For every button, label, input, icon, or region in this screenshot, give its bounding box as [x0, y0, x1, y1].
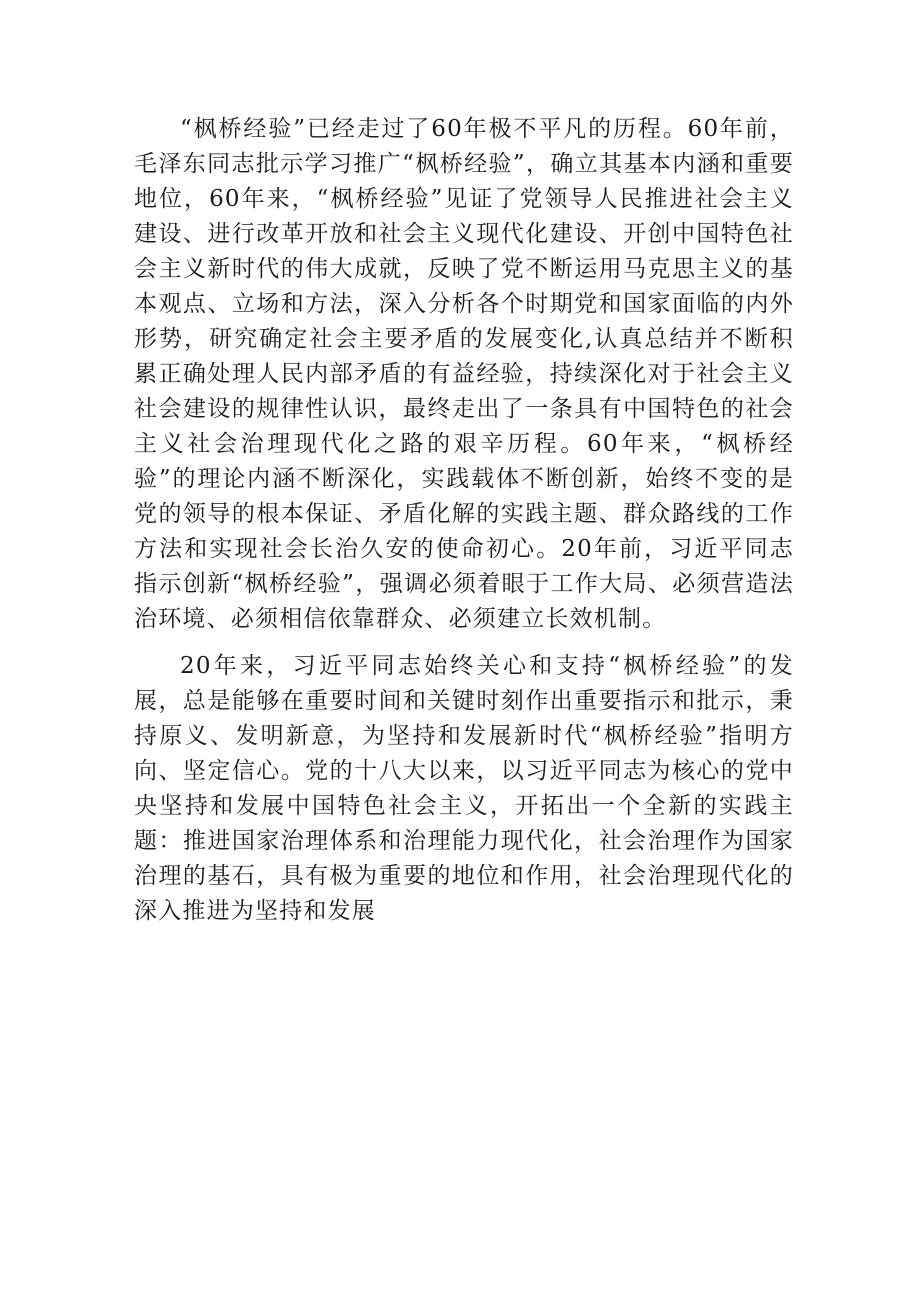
paragraph-1: “枫桥经验”已经走过了60年极不平凡的历程。60年前，毛泽东同志批示学习推广“枫桥经验”，确立其基本内涵和重要地位，60年来，“枫桥经验”见证了党领导人民推进社会主义建设、进行改革开放和社会主义现代化建设、开创中国特色社会主义新时代的伟大成就，反映了党不断运用马克思主义的基本观点、立场和方法，深入分析各个时期党和国家面临的内外形势，研究确定社会主要矛盾的发展变化,认真总结并不断积累正确处理人民内部矛盾的有益经验，持续深化对于社会主义社会建设的规律性认识，最终走出了一条具有中国特色的社会主义社会治理现代化之路的艰辛历程。60年来，“枫桥经验”的理论内涵不断深化，实践载体不断创新，始终不变的是党的领导的根本保证、矛盾化解的实践主题、群众路线的工作方法和实现社会长治久安的使命初心。20年前，习近平同志指示创新“枫桥经验”，强调必须着眼于工作大局、必须营造法治环境、必须相信依靠群众、必须建立长效机制。 — [134, 116, 794, 632]
document-body — [134, 112, 794, 929]
paragraph-2: 20年来，习近平同志始终关心和支持“枫桥经验”的发展，总是能够在重要时间和关键时刻作出重要指示和批示，秉持原义、发明新意，为坚持和发展新时代“枫桥经验”指明方向、坚定信心。党的十八大以来，以习近平同志为核心的党中央坚持和发展中国特色社会主义，开拓出一个全新的实践主题：推进国家治理体系和治理能力现代化，社会治理作为国家治理的基石，具有极为重要的地位和作用，社会治理现代化的深入推进为坚持和发展 — [134, 653, 794, 924]
